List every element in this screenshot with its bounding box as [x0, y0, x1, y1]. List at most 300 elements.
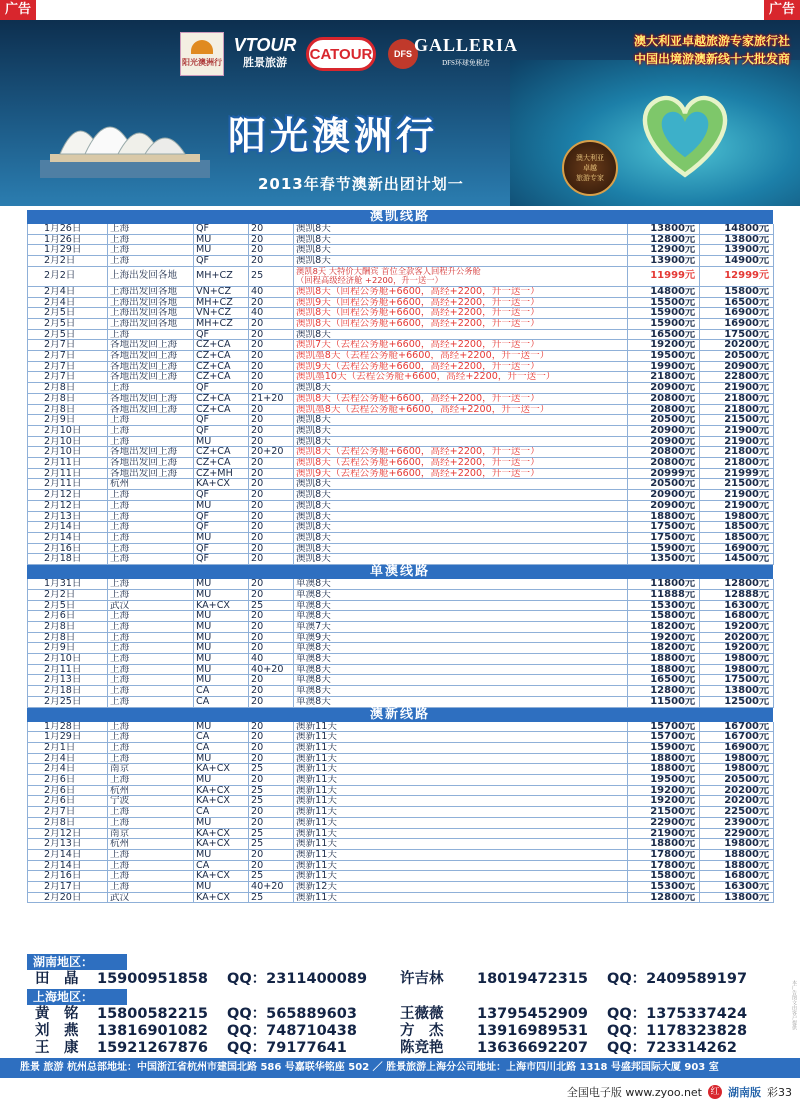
- contact-phone: 13916989531: [477, 1023, 588, 1039]
- date-cell: 1月28日: [28, 722, 108, 732]
- date-cell: 2月20日: [28, 892, 108, 903]
- seats-cell: 20: [249, 256, 294, 267]
- price-cell: 19500元: [628, 775, 700, 786]
- dfs-logo: DFS: [388, 39, 418, 69]
- table-row: [28, 882, 774, 893]
- price-alt-cell: 19800元: [700, 511, 774, 522]
- table-row: [28, 308, 774, 319]
- section-title: 单澳线路: [27, 565, 773, 579]
- price-cell: 15900元: [628, 318, 700, 329]
- itinerary-cell: 澳凯8天: [294, 532, 628, 543]
- seats-cell: 20: [249, 675, 294, 686]
- table-row: [28, 522, 774, 533]
- airline-cell: MU: [194, 234, 249, 245]
- seats-cell: 20: [249, 732, 294, 743]
- table-row: [28, 579, 774, 589]
- price-cell: 17500元: [628, 532, 700, 543]
- itinerary-cell: 澳凯9天（去程公务舱+6600，高经+2200，升一送一）: [294, 468, 628, 479]
- table-row: [28, 458, 774, 469]
- table-row: [28, 871, 774, 882]
- price-cell: 19200元: [628, 340, 700, 351]
- date-cell: 2月13日: [28, 511, 108, 522]
- date-cell: 2月25日: [28, 696, 108, 707]
- edition-label: 湖南版: [728, 1086, 761, 1099]
- date-cell: 2月14日: [28, 532, 108, 543]
- itinerary-cell: [294, 266, 628, 286]
- table-row: [28, 245, 774, 256]
- seats-cell: 25: [249, 266, 294, 286]
- price-alt-cell: 20900元: [700, 361, 774, 372]
- date-cell: 1月26日: [28, 234, 108, 245]
- table-row: [28, 892, 774, 903]
- date-cell: 2月6日: [28, 611, 108, 622]
- price-cell: 15900元: [628, 543, 700, 554]
- heart-reef-icon: [630, 78, 740, 188]
- contact-name: 王薇薇: [400, 1006, 444, 1022]
- origin-cell: 上海: [108, 643, 194, 654]
- date-cell: 2月18日: [28, 554, 108, 565]
- seats-cell: 25: [249, 796, 294, 807]
- itinerary-cell: 澳新11天: [294, 796, 628, 807]
- itinerary-cell: 单澳8天: [294, 643, 628, 654]
- contact-phone: 15921267876: [97, 1040, 208, 1056]
- itinerary-cell: 澳新11天: [294, 785, 628, 796]
- itinerary-cell: 澳凯8天（回程公务舱+6600，高经+2200，升一送一）: [294, 308, 628, 319]
- table-danao: [27, 579, 774, 707]
- contact-qq: QQ：79177641: [227, 1040, 347, 1056]
- date-cell: 2月13日: [28, 839, 108, 850]
- airline-cell: CZ+CA: [194, 340, 249, 351]
- price-cell: 13900元: [628, 256, 700, 267]
- airline-cell: KA+CX: [194, 479, 249, 490]
- date-cell: 2月7日: [28, 372, 108, 383]
- price-alt-cell: 18500元: [700, 522, 774, 533]
- price-cell: 15900元: [628, 742, 700, 753]
- price-alt-cell: 21500元: [700, 415, 774, 426]
- origin-cell: 各地出发回上海: [108, 458, 194, 469]
- airline-cell: MH+CZ: [194, 266, 249, 286]
- price-alt-cell: 21800元: [700, 404, 774, 415]
- price-cell: 18800元: [628, 839, 700, 850]
- airline-cell: VN+CZ: [194, 286, 249, 297]
- price-cell: 20999元: [628, 468, 700, 479]
- price-cell: 15300元: [628, 882, 700, 893]
- price-cell: 11800元: [628, 579, 700, 589]
- date-cell: 2月2日: [28, 266, 108, 286]
- date-cell: 2月7日: [28, 351, 108, 362]
- seats-cell: 20: [249, 511, 294, 522]
- price-alt-cell: 21900元: [700, 425, 774, 436]
- price-cell: 19200元: [628, 785, 700, 796]
- origin-cell: 上海: [108, 224, 194, 234]
- page-number: 彩33: [767, 1086, 792, 1099]
- page-info: [567, 1084, 792, 1100]
- itinerary-cell: 澳新11天: [294, 871, 628, 882]
- section-title: 澳凯线路: [27, 210, 773, 224]
- seats-cell: 20: [249, 490, 294, 501]
- banner: [0, 20, 800, 206]
- itinerary-cell: 澳凯8天: [294, 256, 628, 267]
- itinerary-cell: 澳凯8天: [294, 490, 628, 501]
- seats-cell: 20: [249, 361, 294, 372]
- date-cell: 2月4日: [28, 286, 108, 297]
- contact-name: 王 康: [35, 1040, 79, 1056]
- airline-cell: MU: [194, 817, 249, 828]
- seats-cell: 20: [249, 579, 294, 589]
- seats-cell: 20: [249, 753, 294, 764]
- price-alt-cell: 13800元: [700, 892, 774, 903]
- expert-seal: 澳大利亚 卓越 旅游专家: [562, 140, 618, 196]
- price-alt-cell: 18800元: [700, 860, 774, 871]
- seats-cell: 20: [249, 643, 294, 654]
- itinerary-cell: 澳凯8天: [294, 522, 628, 533]
- itinerary-cell: 澳凯墨8天（去程公务舱+6600，高经+2200，升一送一）: [294, 404, 628, 415]
- price-alt-cell: 19800元: [700, 664, 774, 675]
- itinerary-cell: 单澳9天: [294, 632, 628, 643]
- itinerary-cell: 澳新11天: [294, 807, 628, 818]
- airline-cell: MU: [194, 722, 249, 732]
- table-row: [28, 479, 774, 490]
- price-cell: 22900元: [628, 817, 700, 828]
- seats-cell: 20: [249, 860, 294, 871]
- price-cell: 18200元: [628, 621, 700, 632]
- table-row: [28, 436, 774, 447]
- price-cell: 19200元: [628, 632, 700, 643]
- contact-qq: QQ：1178323828: [607, 1023, 748, 1039]
- origin-cell: 上海: [108, 860, 194, 871]
- airline-cell: MU: [194, 775, 249, 786]
- contact-phone: 15900951858: [97, 971, 208, 987]
- origin-cell: 上海: [108, 775, 194, 786]
- origin-cell: 上海: [108, 817, 194, 828]
- origin-cell: 上海: [108, 871, 194, 882]
- table-row: [28, 664, 774, 675]
- itinerary-cell: 澳新11天: [294, 753, 628, 764]
- itinerary-cell: 单澳7天: [294, 621, 628, 632]
- price-alt-cell: 21900元: [700, 500, 774, 511]
- price-cell: 20800元: [628, 404, 700, 415]
- price-alt-cell: 19800元: [700, 764, 774, 775]
- price-alt-cell: 17500元: [700, 329, 774, 340]
- airline-cell: MU: [194, 436, 249, 447]
- table-row: [28, 468, 774, 479]
- origin-cell: 上海: [108, 611, 194, 622]
- table-row: [28, 490, 774, 501]
- origin-cell: 上海: [108, 522, 194, 533]
- airline-cell: QF: [194, 522, 249, 533]
- airline-cell: QF: [194, 554, 249, 565]
- table-row: [28, 372, 774, 383]
- itinerary-cell: 澳新11天: [294, 775, 628, 786]
- table-row: [28, 600, 774, 611]
- price-cell: 15500元: [628, 297, 700, 308]
- table-row: [28, 817, 774, 828]
- table-row: [28, 722, 774, 732]
- seats-cell: 20: [249, 775, 294, 786]
- date-cell: 2月10日: [28, 654, 108, 665]
- origin-cell: 南京: [108, 764, 194, 775]
- date-cell: 2月11日: [28, 468, 108, 479]
- price-cell: 15700元: [628, 722, 700, 732]
- airline-cell: CZ+CA: [194, 447, 249, 458]
- sunshine-logo: 阳光澳洲行: [180, 32, 224, 76]
- price-cell: 19200元: [628, 796, 700, 807]
- date-cell: 2月10日: [28, 436, 108, 447]
- price-alt-cell: 21900元: [700, 436, 774, 447]
- airline-cell: KA+CX: [194, 892, 249, 903]
- airline-cell: MU: [194, 532, 249, 543]
- airline-cell: CA: [194, 860, 249, 871]
- airline-cell: CA: [194, 732, 249, 743]
- price-cell: 20900元: [628, 500, 700, 511]
- table-row: [28, 732, 774, 743]
- price-alt-cell: 16900元: [700, 318, 774, 329]
- airline-cell: CZ+CA: [194, 351, 249, 362]
- table-row: [28, 511, 774, 522]
- airline-cell: CA: [194, 696, 249, 707]
- contact-qq: QQ：1375337424: [607, 1006, 748, 1022]
- table-row: [28, 256, 774, 267]
- price-alt-cell: 17500元: [700, 675, 774, 686]
- contact-qq: QQ：2409589197: [607, 971, 748, 987]
- date-cell: 2月7日: [28, 807, 108, 818]
- seats-cell: 20: [249, 686, 294, 697]
- itinerary-cell: 单澳8天: [294, 579, 628, 589]
- itinerary-cell: 单澳8天: [294, 664, 628, 675]
- date-cell: 2月9日: [28, 643, 108, 654]
- date-cell: 2月4日: [28, 764, 108, 775]
- origin-cell: 各地出发回上海: [108, 393, 194, 404]
- price-cell: 18200元: [628, 643, 700, 654]
- table-row: [28, 361, 774, 372]
- seats-cell: 20: [249, 554, 294, 565]
- date-cell: 2月8日: [28, 404, 108, 415]
- price-cell: 20900元: [628, 490, 700, 501]
- table-row: [28, 807, 774, 818]
- itinerary-cell: 澳凯8天: [294, 224, 628, 234]
- airline-cell: KA+CX: [194, 600, 249, 611]
- site-url[interactable]: 全国电子版 www.zyoo.net: [566, 1086, 702, 1099]
- itinerary-cell: 澳凯8天: [294, 500, 628, 511]
- itinerary-cell: 单澳8天: [294, 611, 628, 622]
- price-alt-cell: 19800元: [700, 753, 774, 764]
- price-cell: 16500元: [628, 329, 700, 340]
- price-cell: 12800元: [628, 686, 700, 697]
- origin-cell: 上海: [108, 415, 194, 426]
- origin-cell: 各地出发回上海: [108, 361, 194, 372]
- itinerary-cell: 单澳8天: [294, 675, 628, 686]
- itinerary-cell: 澳凯8天: [294, 234, 628, 245]
- date-cell: 2月17日: [28, 882, 108, 893]
- airline-cell: MU: [194, 245, 249, 256]
- price-cell: 14800元: [628, 286, 700, 297]
- price-alt-cell: 16500元: [700, 297, 774, 308]
- price-alt-cell: 21900元: [700, 490, 774, 501]
- seats-cell: 20: [249, 329, 294, 340]
- vtour-logo: VTOUR 胜景旅游: [233, 35, 297, 69]
- itinerary-cell: 单澳8天: [294, 589, 628, 600]
- catour-logo: CATOUR: [306, 37, 376, 71]
- date-cell: 2月1日: [28, 742, 108, 753]
- origin-cell: 上海: [108, 732, 194, 743]
- galleria-logo: GALLERIA DFS环球免税店: [413, 35, 519, 67]
- seats-cell: 20: [249, 372, 294, 383]
- price-alt-cell: 14500元: [700, 554, 774, 565]
- table-row: [28, 415, 774, 426]
- price-cell: 20800元: [628, 447, 700, 458]
- origin-cell: 上海: [108, 383, 194, 394]
- price-alt-cell: 21800元: [700, 393, 774, 404]
- airline-cell: CZ+MH: [194, 468, 249, 479]
- seats-cell: 20: [249, 383, 294, 394]
- date-cell: 2月8日: [28, 383, 108, 394]
- date-cell: 1月29日: [28, 732, 108, 743]
- price-cell: 11500元: [628, 696, 700, 707]
- price-alt-cell: 16900元: [700, 742, 774, 753]
- agency-slogan-1: 澳大利亚卓越旅游专家旅行社: [633, 34, 790, 48]
- itinerary-cell: 澳新11天: [294, 849, 628, 860]
- itinerary-cell: 单澳8天: [294, 686, 628, 697]
- origin-cell: 上海: [108, 882, 194, 893]
- itinerary-cell: 澳新11天: [294, 722, 628, 732]
- price-alt-cell: 20500元: [700, 775, 774, 786]
- date-cell: 2月5日: [28, 600, 108, 611]
- date-cell: 2月7日: [28, 361, 108, 372]
- price-alt-cell: 20200元: [700, 796, 774, 807]
- table-row: [28, 383, 774, 394]
- table-row: [28, 775, 774, 786]
- airline-cell: KA+CX: [194, 764, 249, 775]
- itinerary-cell: 澳凯8天（回程公务舱+6600，高经+2200，升一送一）: [294, 286, 628, 297]
- seats-cell: 20: [249, 351, 294, 362]
- seats-cell: 20: [249, 817, 294, 828]
- price-alt-cell: 22900元: [700, 828, 774, 839]
- itinerary-cell: 澳凯7天（去程公务舱+6600，高经+2200，升一送一）: [294, 340, 628, 351]
- origin-cell: 上海: [108, 696, 194, 707]
- table-row: [28, 447, 774, 458]
- ad-label-right: 广告: [764, 0, 800, 20]
- agency-slogan-2: 中国出境游澳新线十大批发商: [633, 52, 790, 66]
- airline-cell: KA+CX: [194, 785, 249, 796]
- seats-cell: 20: [249, 611, 294, 622]
- price-alt-cell: 12999元: [700, 266, 774, 286]
- itinerary-cell: 澳凯8天: [294, 245, 628, 256]
- seats-cell: 40: [249, 286, 294, 297]
- airline-cell: KA+CX: [194, 871, 249, 882]
- seats-cell: 20: [249, 224, 294, 234]
- origin-cell: 上海: [108, 425, 194, 436]
- origin-cell: 上海: [108, 579, 194, 589]
- seats-cell: 25: [249, 764, 294, 775]
- origin-cell: 宁波: [108, 796, 194, 807]
- airline-cell: KA+CX: [194, 839, 249, 850]
- seats-cell: 20: [249, 807, 294, 818]
- seats-cell: 20: [249, 245, 294, 256]
- table-row: [28, 404, 774, 415]
- origin-cell: 上海: [108, 543, 194, 554]
- origin-cell: 上海: [108, 753, 194, 764]
- price-alt-cell: 21500元: [700, 479, 774, 490]
- price-cell: 15800元: [628, 871, 700, 882]
- date-cell: 2月8日: [28, 621, 108, 632]
- table-row: [28, 632, 774, 643]
- origin-cell: 上海出发回各地: [108, 308, 194, 319]
- price-cell: 18800元: [628, 654, 700, 665]
- date-cell: 2月6日: [28, 785, 108, 796]
- table-row: [28, 828, 774, 839]
- seats-cell: 25: [249, 871, 294, 882]
- price-alt-cell: 16700元: [700, 722, 774, 732]
- itinerary-cell: 澳凯8天: [294, 329, 628, 340]
- seats-cell: 25: [249, 828, 294, 839]
- section-title: 澳新线路: [27, 708, 773, 722]
- date-cell: 2月11日: [28, 479, 108, 490]
- seats-cell: 20: [249, 543, 294, 554]
- table-row: [28, 500, 774, 511]
- origin-cell: 上海: [108, 329, 194, 340]
- date-cell: 2月14日: [28, 860, 108, 871]
- airline-cell: MU: [194, 664, 249, 675]
- contact-name: 刘 燕: [35, 1023, 79, 1039]
- contact-phone: 13795452909: [477, 1006, 588, 1022]
- table-aokai: [27, 224, 774, 565]
- date-cell: 2月4日: [28, 753, 108, 764]
- seats-cell: 25: [249, 600, 294, 611]
- origin-cell: 上海: [108, 742, 194, 753]
- table-row: [28, 351, 774, 362]
- origin-cell: 各地出发回上海: [108, 447, 194, 458]
- itinerary-cell: 澳凯墨8天（去程公务舱+6600，高经+2200，升一送一）: [294, 351, 628, 362]
- side-note: 本广告图文由客户提供: [791, 980, 797, 1030]
- origin-cell: 上海: [108, 554, 194, 565]
- itinerary-cell: 澳新11天: [294, 828, 628, 839]
- price-cell: 21900元: [628, 828, 700, 839]
- seats-cell: 20: [249, 425, 294, 436]
- date-cell: 2月2日: [28, 589, 108, 600]
- seats-cell: 20: [249, 522, 294, 533]
- contact-qq: QQ：565889603: [227, 1006, 357, 1022]
- price-alt-cell: 22500元: [700, 807, 774, 818]
- date-cell: 2月12日: [28, 828, 108, 839]
- price-cell: 15300元: [628, 600, 700, 611]
- origin-cell: 上海: [108, 686, 194, 697]
- itinerary-cell: 澳凯8天: [294, 511, 628, 522]
- table-row: [28, 554, 774, 565]
- price-alt-cell: 13800元: [700, 234, 774, 245]
- itinerary-cell: 澳凯8天: [294, 415, 628, 426]
- table-row: [28, 224, 774, 234]
- seats-cell: 40+20: [249, 664, 294, 675]
- price-cell: 13500元: [628, 554, 700, 565]
- price-alt-cell: 20200元: [700, 632, 774, 643]
- itinerary-cell: 单澳8天: [294, 696, 628, 707]
- price-alt-cell: 16800元: [700, 871, 774, 882]
- table-row: [28, 686, 774, 697]
- airline-cell: CA: [194, 807, 249, 818]
- date-cell: 2月5日: [28, 318, 108, 329]
- contact-qq: QQ：748710438: [227, 1023, 357, 1039]
- seats-cell: 20: [249, 297, 294, 308]
- banner-title: 阳光澳洲行: [228, 114, 439, 158]
- table-row: [28, 675, 774, 686]
- date-cell: 2月6日: [28, 796, 108, 807]
- table-row: [28, 286, 774, 297]
- price-alt-cell: 21900元: [700, 383, 774, 394]
- table-row: [28, 393, 774, 404]
- date-cell: 2月11日: [28, 664, 108, 675]
- origin-cell: 上海出发回各地: [108, 286, 194, 297]
- price-cell: 11999元: [628, 266, 700, 286]
